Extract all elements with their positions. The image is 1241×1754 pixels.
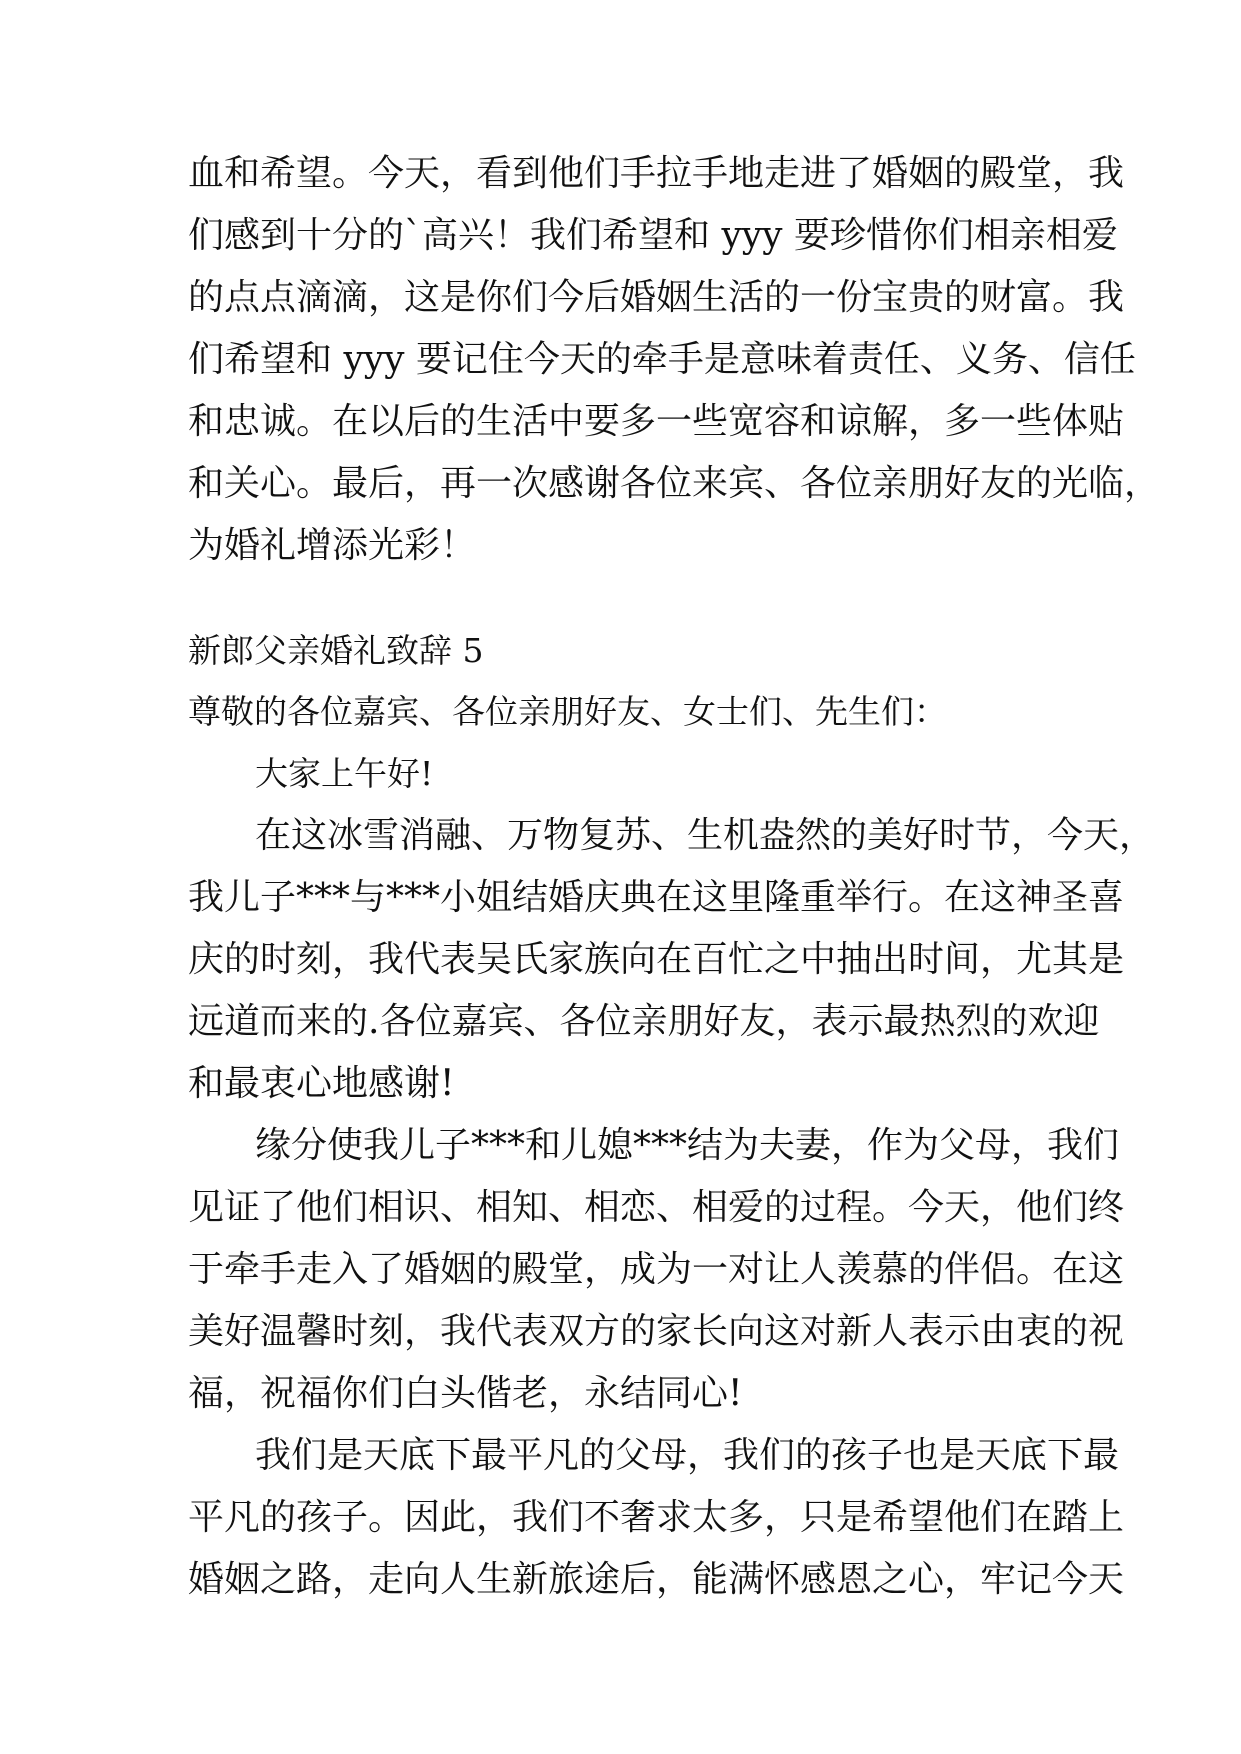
text-line: 远道而来的.各位嘉宾、各位亲朋好友，表示最热烈的欢迎: [188, 1001, 1100, 1042]
text-line: 的点点滴滴，这是你们今后婚姻生活的一份宝贵的财富。我: [188, 277, 1125, 318]
salutation: 尊敬的各位嘉宾、各位亲朋好友、女士们、先生们：: [188, 692, 947, 731]
text-line: 美好温馨时刻，我代表双方的家长向这对新人表示由衷的祝: [188, 1311, 1125, 1352]
text-line: 福，祝福你们白头偕老，永结同心!: [188, 1373, 743, 1414]
text-line: 平凡的孩子。因此，我们不奢求太多，只是希望他们在踏上: [188, 1497, 1125, 1538]
text-line: 为婚礼增添光彩！: [188, 525, 477, 566]
text-line: 我们是天底下最平凡的父母，我们的孩子也是天底下最: [255, 1435, 1120, 1476]
text-line: 在这冰雪消融、万物复苏、生机盎然的美好时节，今天，: [255, 815, 1156, 856]
text-line: 于牵手走入了婚姻的殿堂，成为一对让人羡慕的伴侣。在这: [188, 1249, 1125, 1290]
text-line: 和最衷心地感谢!: [188, 1063, 455, 1104]
greeting: 大家上午好!: [255, 754, 434, 793]
text-line: 婚姻之路，走向人生新旅途后，能满怀感恩之心，牢记今天: [188, 1559, 1125, 1600]
text-line: 缘分使我儿子***和儿媳***结为夫妻，作为父母，我们: [255, 1125, 1120, 1166]
text-line: 们感到十分的`高兴！我们希望和 yyy 要珍惜你们相亲相爱: [188, 215, 1118, 256]
section-title: 新郎父亲婚礼致辞 5: [188, 631, 484, 670]
text-line: 我儿子***与***小姐结婚庆典在这里隆重举行。在这神圣喜: [188, 877, 1125, 918]
text-line: 血和希望。今天，看到他们手拉手地走进了婚姻的殿堂，我: [188, 153, 1125, 194]
text-line: 和忠诚。在以后的生活中要多一些宽容和谅解，多一些体贴: [188, 401, 1125, 442]
text-line: 和关心。最后，再一次感谢各位来宾、各位亲朋好友的光临，: [188, 463, 1161, 504]
text-line: 们希望和 yyy 要记住今天的牵手是意味着责任、义务、信任: [188, 339, 1136, 380]
text-line: 见证了他们相识、相知、相恋、相爱的过程。今天，他们终: [188, 1187, 1125, 1228]
text-line: 庆的时刻，我代表吴氏家族向在百忙之中抽出时间，尤其是: [188, 939, 1125, 980]
